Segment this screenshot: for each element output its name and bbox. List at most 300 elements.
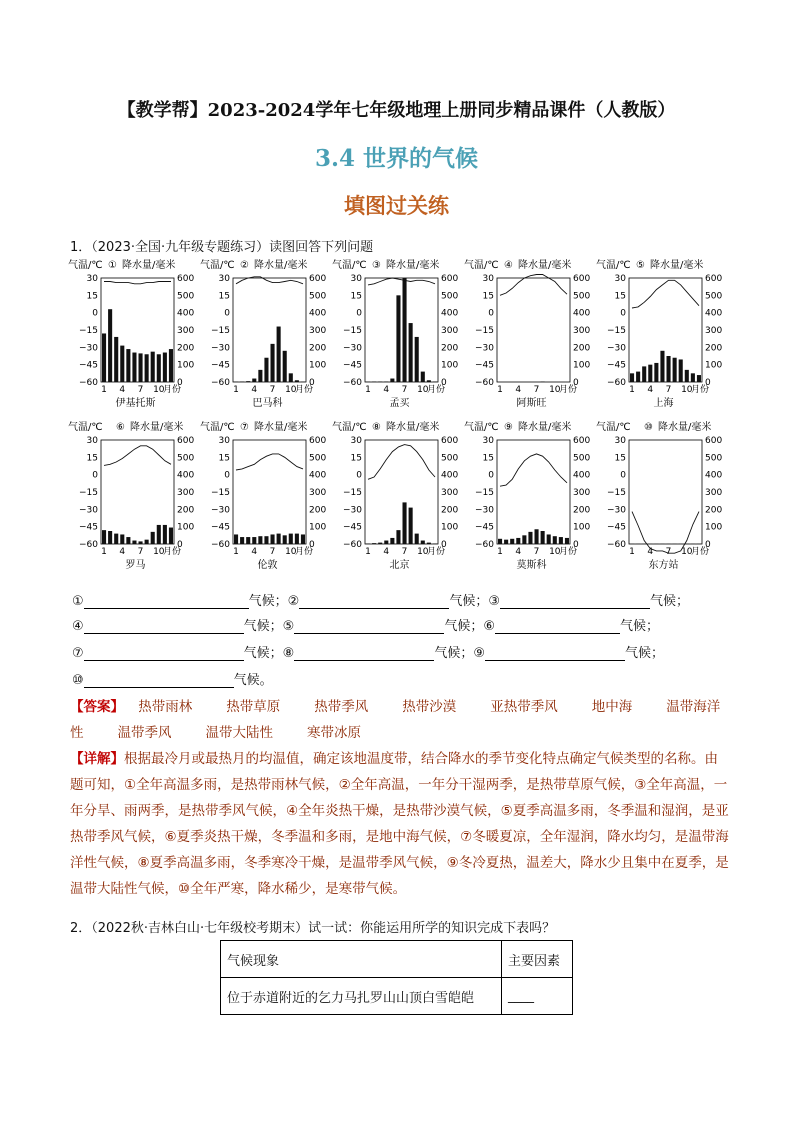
precip-tick: 600 (177, 436, 195, 446)
temp-tick: 15 (482, 291, 494, 302)
precip-bar (378, 543, 382, 544)
precip-axis-label: 降水量/毫米 (130, 422, 184, 433)
month-tick: 4 (251, 385, 258, 395)
precip-bar (522, 535, 526, 544)
precip-tick: 500 (573, 453, 591, 464)
temp-tick: −45 (211, 360, 230, 371)
answer-tag: 【答案】 (70, 699, 124, 715)
answer-item: 温带季风 (117, 725, 172, 741)
precip-tick: 100 (441, 360, 459, 371)
chart-marker: ④ (504, 260, 513, 271)
month-tick: 1 (497, 547, 503, 557)
precip-bar (120, 346, 124, 382)
answer-item: 温带大陆性 (205, 725, 273, 741)
precip-bar (396, 530, 400, 544)
precip-axis-label: 降水量/毫米 (386, 422, 440, 433)
suffix-9: 气候； (625, 646, 665, 661)
answer-item: 亚热带季风 (490, 699, 558, 715)
climate-chart (330, 258, 460, 420)
answer-item: 热带季风 (314, 699, 369, 715)
precip-bar (114, 534, 118, 544)
precip-tick: 400 (441, 308, 459, 319)
station-name: 阿斯旺 (516, 398, 547, 409)
precip-tick: 200 (705, 343, 723, 354)
precip-bar (108, 309, 112, 382)
temp-axis-label: 气温/℃ (332, 422, 367, 433)
month-tick: 10 (549, 547, 561, 557)
chart-marker: ③ (372, 260, 381, 271)
precip-tick: 400 (177, 308, 195, 319)
temp-tick: 15 (350, 291, 362, 302)
climate-chart (462, 258, 592, 420)
marker-4: ④ (72, 619, 84, 634)
precip-tick: 0 (441, 378, 447, 388)
precip-bar (673, 358, 677, 382)
temp-tick: 15 (218, 291, 230, 302)
temp-tick: −30 (475, 343, 494, 354)
precip-tick: 300 (177, 326, 195, 336)
detail-block (70, 746, 730, 902)
precip-bar (648, 365, 652, 382)
chapter-title: 3.4 世界的气候 (314, 145, 479, 172)
temp-tick: −45 (211, 522, 230, 533)
precip-bar (151, 352, 155, 382)
blank-10[interactable] (84, 673, 234, 688)
precip-bar (102, 530, 106, 544)
blank-5[interactable] (294, 619, 444, 634)
precip-bar (390, 538, 394, 544)
month-tick: 7 (137, 385, 144, 395)
month-tick: 10 (417, 547, 429, 557)
precip-bar (120, 534, 124, 544)
temp-tick: 0 (356, 308, 362, 319)
temp-tick: −30 (607, 505, 626, 516)
month-label: 月份 (559, 547, 578, 557)
temp-tick: −60 (475, 540, 494, 550)
precip-bar (126, 349, 130, 382)
temp-tick: −60 (343, 378, 362, 388)
precip-tick: 100 (309, 522, 327, 533)
precip-tick: 300 (441, 488, 459, 498)
marker-2: ② (287, 594, 300, 609)
precip-bar (145, 540, 149, 544)
precip-tick: 300 (705, 326, 723, 336)
month-label: 月份 (691, 547, 710, 557)
precip-bar (553, 536, 557, 544)
precip-bar (535, 529, 539, 544)
precip-tick: 400 (309, 470, 327, 481)
precip-tick: 200 (705, 505, 723, 516)
marker-5: ⑤ (282, 619, 295, 634)
precip-bar (403, 278, 407, 382)
climate-chart (66, 420, 196, 582)
month-tick: 4 (647, 385, 654, 395)
precip-tick: 300 (309, 488, 327, 498)
precip-bar (691, 373, 695, 382)
climate-charts (66, 258, 726, 582)
precip-tick: 0 (309, 540, 315, 550)
precip-tick: 500 (441, 291, 459, 302)
month-tick: 10 (681, 385, 693, 395)
precip-bar (396, 295, 400, 382)
table-header-row (221, 941, 573, 978)
chart-marker: ⑩ (644, 422, 653, 433)
marker-7: ⑦ (72, 646, 84, 661)
precip-tick: 500 (705, 453, 723, 464)
month-tick: 4 (383, 385, 390, 395)
temp-tick: −30 (211, 505, 230, 516)
temp-line (104, 282, 171, 284)
precip-tick: 100 (573, 360, 591, 371)
month-tick: 10 (549, 385, 561, 395)
q2-table (220, 940, 573, 1015)
precip-bar (246, 381, 250, 382)
suffix-5: 气候； (444, 619, 484, 634)
precip-tick: 100 (441, 522, 459, 533)
precip-tick: 600 (573, 436, 591, 446)
temp-tick: −60 (607, 378, 626, 388)
precip-tick: 200 (573, 343, 591, 354)
blank-1[interactable] (84, 594, 249, 609)
station-name: 东方站 (648, 560, 679, 571)
plot-frame (233, 278, 306, 382)
table-header-cell: 气候现象 (221, 941, 502, 978)
temp-tick: −45 (343, 360, 362, 371)
table-header-cell: 主要因素 (502, 941, 573, 978)
detail-tag: 【详解】 (70, 751, 124, 767)
temp-tick: −30 (607, 343, 626, 354)
temp-tick: 30 (614, 436, 626, 446)
temp-tick: 0 (488, 308, 494, 319)
q2-prompt: 2．（2022秋·吉林白山·七年级校考期末）试一试：你能运用所学的知识完成下表吗？ (70, 921, 556, 936)
temp-tick: 30 (86, 274, 98, 284)
chart-marker: ⑤ (636, 260, 645, 271)
temp-tick: 30 (218, 436, 230, 446)
temp-tick: −15 (79, 488, 98, 498)
precip-bar (169, 528, 173, 544)
precip-bar (541, 531, 545, 544)
section-title: 填图过关练 (344, 193, 449, 218)
month-tick: 7 (269, 547, 276, 557)
precip-bar (409, 323, 413, 382)
month-tick: 10 (417, 385, 429, 395)
precip-bar (283, 351, 287, 382)
temp-tick: −15 (475, 326, 494, 336)
precip-bar (415, 337, 419, 382)
fill-row-1 (72, 590, 732, 612)
suffix-3: 气候； (650, 594, 690, 609)
detail-text: 根据最冷月或最热月的均温值，确定该地温度带，结合降水的季节变化特点确定气候类型的名称。由题可知，①全年高温多雨，是热带雨林气候，②全年高温，一年分干湿两季，是热带草原气候，③全年高温，一年分旱、雨两季，是热带季风气候，④全年炎热干燥，是热带沙漠气候，⑤夏季高温多雨，冬季温和湿润，是亚热带季风气候，⑥夏季炎热干燥，冬季温和多雨，是地中海气候，⑦冬暖夏凉，全年湿润，降水均匀，是温带海洋性气候，⑧夏季高温多雨，冬季寒冷干燥，是温带季风气候，⑨冬冷夏热，温差大，降水少且集中在夏季，是温带大陆性气候，⑩全年严寒，降水稀少，是寒带气候。 (70, 751, 729, 897)
month-tick: 10 (285, 547, 297, 557)
station-name: 伦敦 (257, 560, 278, 571)
answer-items (70, 699, 720, 741)
precip-tick: 0 (441, 540, 447, 550)
blank-4[interactable] (84, 619, 244, 634)
temp-tick: 15 (614, 291, 626, 302)
month-tick: 10 (153, 547, 165, 557)
precip-tick: 200 (573, 505, 591, 516)
temp-tick: −30 (79, 343, 98, 354)
station-name: 孟买 (389, 398, 410, 409)
month-tick: 7 (401, 547, 408, 557)
climate-chart (66, 258, 196, 420)
table-cell-answer[interactable]: ____ (502, 978, 573, 1015)
temp-tick: −60 (211, 540, 230, 550)
precip-bar (384, 541, 388, 544)
precip-bar (264, 358, 268, 382)
temp-tick: 0 (356, 470, 362, 481)
fill-row-3 (72, 642, 732, 664)
temp-tick: −30 (343, 343, 362, 354)
blank-7[interactable] (84, 646, 244, 661)
station-name: 上海 (653, 398, 674, 409)
precip-tick: 500 (441, 453, 459, 464)
precip-tick: 600 (309, 274, 327, 284)
blank-2[interactable] (299, 594, 449, 609)
precip-bar (163, 525, 167, 544)
chart-marker: ① (108, 260, 117, 271)
month-tick: 1 (497, 385, 503, 395)
temp-tick: −60 (343, 540, 362, 550)
temp-tick: 15 (614, 453, 626, 464)
precip-bar (516, 538, 520, 544)
precip-bar (277, 534, 281, 544)
suffix-8: 气候； (434, 646, 474, 661)
precip-tick: 200 (309, 505, 327, 516)
month-tick: 1 (365, 385, 371, 395)
header-title: 【教学帮】2023-2024学年七年级地理上册同步精品课件（人教版） (117, 100, 676, 121)
precip-axis-label: 降水量/毫米 (650, 260, 704, 271)
precip-bar (697, 375, 701, 382)
precip-bar (642, 366, 646, 382)
precip-tick: 600 (705, 274, 723, 284)
suffix-2: 气候； (449, 594, 489, 609)
precip-bar (258, 536, 262, 544)
precip-bar (289, 373, 293, 382)
precip-bar (660, 351, 664, 382)
temp-tick: −45 (79, 360, 98, 371)
precip-tick: 400 (177, 470, 195, 481)
temp-tick: 15 (86, 291, 98, 302)
temp-tick: −15 (211, 488, 230, 498)
answer-item: 热带草原 (226, 699, 281, 715)
month-tick: 7 (269, 385, 276, 395)
blank-9[interactable] (485, 646, 625, 661)
precip-bar (258, 370, 262, 382)
month-tick: 1 (233, 385, 239, 395)
precip-bar (295, 380, 299, 382)
precip-bar (384, 381, 388, 382)
precip-tick: 0 (309, 378, 315, 388)
precip-bar (169, 349, 173, 382)
suffix-4: 气候； (243, 619, 283, 634)
precip-tick: 600 (177, 274, 195, 284)
plot-frame (365, 440, 438, 544)
precip-bar (504, 540, 508, 544)
chart-marker: ⑦ (240, 422, 249, 433)
precip-tick: 100 (705, 522, 723, 533)
precip-tick: 400 (441, 470, 459, 481)
precip-tick: 400 (573, 308, 591, 319)
temp-tick: 15 (218, 453, 230, 464)
precip-bar (390, 379, 394, 382)
precip-tick: 300 (309, 326, 327, 336)
answer-item: 热带雨林 (138, 699, 193, 715)
month-tick: 4 (119, 385, 126, 395)
suffix-10: 气候。 (233, 673, 273, 688)
temp-tick: 30 (218, 274, 230, 284)
temp-axis-label: 气温/℃ (68, 422, 103, 433)
precip-bar (277, 327, 281, 382)
precip-bar (654, 363, 658, 382)
temp-tick: 30 (614, 274, 626, 284)
precip-bar (421, 541, 425, 544)
station-name: 伊基托斯 (115, 398, 156, 409)
temp-axis-label: 气温/℃ (596, 260, 631, 271)
precip-bar (541, 381, 545, 382)
blank-6[interactable] (495, 619, 620, 634)
temp-tick: −30 (475, 505, 494, 516)
precip-bar (108, 531, 112, 544)
temp-tick: −45 (607, 522, 626, 533)
temp-tick: −45 (607, 360, 626, 371)
precip-axis-label: 降水量/毫米 (254, 422, 308, 433)
temp-tick: −15 (343, 488, 362, 498)
temp-axis-label: 气温/℃ (200, 260, 235, 271)
temp-line (632, 280, 699, 308)
climate-chart (198, 258, 328, 420)
climate-chart (462, 420, 592, 582)
precip-bar (409, 508, 413, 544)
month-tick: 1 (233, 547, 239, 557)
suffix-6: 气候； (620, 619, 660, 634)
precip-tick: 200 (309, 343, 327, 354)
temp-tick: −60 (475, 378, 494, 388)
precip-tick: 200 (177, 343, 195, 354)
precip-bar (679, 359, 683, 382)
precip-tick: 0 (177, 540, 183, 550)
temp-tick: 30 (350, 274, 362, 284)
precip-tick: 300 (573, 326, 591, 336)
precip-bar (126, 537, 130, 544)
precip-bar (427, 543, 431, 544)
temp-tick: −45 (79, 522, 98, 533)
precip-axis-label: 降水量/毫米 (386, 260, 440, 271)
fill-row-2 (72, 615, 732, 637)
precip-bar (145, 354, 149, 382)
precip-bar (240, 537, 244, 544)
precip-tick: 600 (441, 274, 459, 284)
precip-bar (271, 344, 275, 382)
temp-tick: −15 (607, 488, 626, 498)
month-tick: 1 (629, 547, 635, 557)
precip-tick: 300 (441, 326, 459, 336)
temp-axis-label: 气温/℃ (464, 260, 499, 271)
precip-bar (240, 381, 244, 382)
temp-tick: −15 (79, 326, 98, 336)
precip-bar (301, 534, 305, 544)
table-cell: 位于赤道附近的乞力马扎罗山山顶白雪皑皑 (221, 978, 502, 1015)
precip-tick: 400 (705, 470, 723, 481)
suffix-7: 气候； (243, 646, 283, 661)
precip-tick: 0 (573, 540, 579, 550)
chart-marker: ⑥ (116, 422, 125, 433)
blank-8[interactable] (294, 646, 434, 661)
climate-chart (594, 258, 724, 420)
month-tick: 4 (251, 547, 258, 557)
precip-tick: 600 (573, 274, 591, 284)
month-tick: 1 (629, 385, 635, 395)
precip-tick: 600 (309, 436, 327, 446)
temp-tick: 0 (224, 470, 230, 481)
precip-bar (264, 536, 268, 544)
month-tick: 7 (533, 385, 540, 395)
precip-tick: 300 (573, 488, 591, 498)
month-label: 月份 (427, 547, 446, 557)
precip-bar (498, 539, 502, 544)
temp-line (236, 454, 303, 470)
month-tick: 7 (533, 547, 540, 557)
month-tick: 4 (119, 547, 126, 557)
precip-tick: 100 (309, 360, 327, 371)
plot-frame (365, 278, 438, 382)
precip-bar (283, 535, 287, 544)
marker-8: ⑧ (282, 646, 295, 661)
temp-tick: −60 (211, 378, 230, 388)
precip-bar (685, 370, 689, 382)
temp-tick: −15 (475, 488, 494, 498)
temp-tick: −30 (79, 505, 98, 516)
chart-marker: ⑧ (372, 422, 381, 433)
temp-tick: −60 (79, 378, 98, 388)
month-tick: 10 (153, 385, 165, 395)
station-name: 巴马科 (252, 398, 283, 409)
month-tick: 4 (647, 547, 654, 557)
month-tick: 7 (665, 385, 672, 395)
temp-tick: −15 (211, 326, 230, 336)
blank-3[interactable] (500, 594, 650, 609)
month-label: 月份 (295, 385, 314, 395)
answer-item: 温带海洋性 (70, 699, 721, 741)
month-label: 月份 (295, 547, 314, 557)
plot-frame (233, 440, 306, 544)
precip-tick: 100 (573, 522, 591, 533)
precip-tick: 400 (573, 470, 591, 481)
precip-tick: 500 (177, 453, 195, 464)
temp-tick: 15 (482, 453, 494, 464)
temp-line (368, 278, 435, 285)
temp-tick: 0 (92, 470, 98, 481)
climate-chart (198, 420, 328, 582)
month-label: 月份 (559, 385, 578, 395)
temp-tick: −15 (343, 326, 362, 336)
precip-bar (132, 353, 136, 382)
precip-axis-label: 降水量/毫米 (254, 260, 308, 271)
precip-tick: 100 (705, 360, 723, 371)
precip-axis-label: 降水量/毫米 (122, 260, 176, 271)
precip-bar (114, 337, 118, 382)
temp-tick: 30 (86, 436, 98, 446)
precip-tick: 200 (177, 505, 195, 516)
month-tick: 4 (515, 385, 522, 395)
precip-tick: 0 (705, 378, 711, 388)
precip-bar (271, 534, 275, 544)
precip-bar (427, 380, 431, 382)
temp-tick: 30 (482, 436, 494, 446)
precip-tick: 100 (177, 522, 195, 533)
station-name: 北京 (389, 560, 410, 571)
precip-bar (372, 381, 376, 382)
